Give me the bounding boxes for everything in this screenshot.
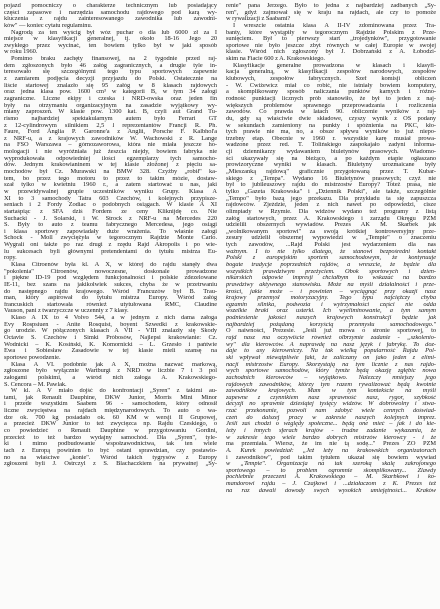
text-line: S. Cencora – M. Pawlak.: [4, 381, 67, 388]
text-line: ski wpływał niewątpliwie fakt, że zaliczany on jako jeden z elimi-: [226, 354, 436, 361]
text-line: podniesienie jakości naszych krajowych konstrukcji będzie jak: [226, 315, 436, 322]
text-line: wszystkich prawdziwym przeżyciem. Obok sportowych i dzien-: [226, 268, 436, 275]
text-line: miany zaproszeń. W klasie pow. 1300 kat. B, czyli aut Grand Tu-: [4, 109, 217, 116]
text-line: udzielili obszernych wywiadów. Prezes AK M. Skarbek jak: [226, 222, 436, 229]
text-line: klasie. Wśród nich zgłoszony był J. Dobrzański z A. Łobodzi-: [226, 49, 436, 56]
text-line: na FSO Warszawa – górnozaworowa, która nie miała jeszcze ho-: [4, 142, 217, 149]
text-line: Faure, Ford Anglia P. Garonne'a z Anglii, Porsche F. Kalbhol'a: [4, 129, 217, 136]
text-line: sportowego – to problem ogromnie skomplikowany... Zlawdy: [226, 467, 436, 474]
text-line: tych zawodów, ...Rajd Polski jest wydarzeniem dla nas: [226, 242, 436, 249]
text-line: dów. Jednym krakowianinem w tej klasie złożonej z pięciu sa-: [4, 162, 217, 169]
text-line: Ewa i Sobiesław Zasadowie w tej klasie mieli szansę na: [4, 348, 217, 355]
text-line: kacja generalną, w klasyfikacji zespołów narodowych, zespołów: [226, 69, 436, 76]
text-line: wy" dla kierowców. A naprawdę na nasz język i fabrykę. To doz-: [226, 341, 436, 348]
text-line: ków" — koniec cytatu regulaminu.: [4, 22, 93, 29]
text-line: "pokolenia" Citroenów, nowoczesne, doskonale prowadzone: [4, 268, 217, 275]
text-line: zagraniczne. Liczne ekipy i czeska i NRD-owska oraz jeden fin: [4, 95, 217, 102]
text-line: zawodów. Co prawda w latach 90. obliczenie wyników z raj-: [226, 109, 436, 116]
text-line: ki i mimo podbudowanie wspołzawodnictwa, tak ten wiele: [4, 441, 217, 448]
text-line: olimpiady w Rzymie. Dla widzów wydano też programy z listą: [226, 208, 436, 215]
text-line: kluczenia z rajdu zainteresowanego zawodnika lub zawodni-: [4, 16, 217, 23]
text-line: zgłoszone było wyłącznie Wartburgi z NRD w liczbie 7 i 3 pol: [4, 368, 217, 375]
text-line: co powiedzieć o Renault Dauphine w przygotowaniu Gordini,: [4, 428, 217, 434]
text-line: skiego z „Tempa". Wydano 16 Biuletynów prasowych; czyż nie: [226, 175, 436, 182]
text-line: startaśpiąc z SFA dziś Fordem ze ceny Kliknijdę co. Nie: [4, 208, 217, 215]
text-line: załóg startowych, przez A. Krakowskiego i zarządu Okręgu PZM: [226, 215, 436, 222]
text-line: Octavie S. Czechów i Simki Próbosów, Najlepsi krakowianie: Cz.: [4, 335, 217, 342]
text-line: dem zgłoszonych było 46 załóg zagranicznych, a drugie tyle in-: [4, 62, 217, 69]
text-line: załogami polskimi, a wśród nich załoga A. Krakowskiego-: [4, 374, 217, 381]
text-column-left: [4, 3, 217, 468]
text-column-right: [226, 3, 436, 494]
text-line: większych problemów sprawnego przeprowadzania i rozliczenia: [226, 102, 436, 109]
text-line: man, który aspirował do tytułu mistrza Europy. Wśród załóg: [4, 295, 217, 302]
text-line: wszelkie braki oraz usterki. Ich wyeliminowanie, a tym samym: [226, 308, 436, 315]
text-line: „wolnikowanym sportowi" za swoją krótkiej kontrowersyjny prze-: [226, 228, 436, 235]
text-line: do następnego rajdu krajowego. Wśród Francuzów był B. Trau-: [4, 288, 217, 295]
text-line: zachodnich kierowców – wyjątkowo. Nalezczy mniejszy jego: [226, 374, 436, 381]
text-line: były na otrzymaniu organizacyjnym na zasadzie wyjątkowy wy-: [4, 102, 217, 109]
text-line: w rywalizacji z Saabami?: [226, 16, 291, 23]
text-line: zgłoszeni byli J. Ostrczyl z S. Blachaczkiem na prywatnej „Sy-: [4, 461, 217, 468]
text-line: części zapasowe i narzędzia samochodu rajdowego pod karą wy-: [4, 9, 217, 16]
text-line: nacji mistrzostw Europy. Skorzystają na tym licznie z nas rajdo-: [226, 361, 436, 368]
text-line: w roku 1960.: [4, 49, 38, 56]
text-line: rzać przekonanie, pozwoli nam zdobyć wiele cennych doświad-: [226, 408, 436, 415]
text-line: Jeśli zaś chodzi o względy społeczne... będą one mieć – jak i do kie-: [226, 421, 436, 428]
text-line: decyzji no sprawnie dziesiątej tysięcy widzów. W dobrowolny i stwa-: [226, 401, 436, 408]
text-line: był to jubileuszowy rajdu do mistrzostw Europy? Toteż prasa, nie: [226, 182, 436, 189]
text-line: Klasa A VI. podobnie jak A X, można nazwać markową,: [11, 361, 217, 368]
text-line: du, gdy są właściwie dwie składowe, czyszy wynik z OS podany: [226, 115, 436, 122]
text-line: z 12-cylindrowym silnikiem 2,5 l reprezentantów Francji R. Ph.: [4, 122, 217, 129]
text-line: leży i innych sferach krajów - trudne zadanie wykazania, że: [226, 428, 436, 434]
text-line: pojazd pomocniczy o charakterze technicznym lub posiadający: [4, 3, 217, 9]
text-line: Vauson, pani z twarzyczcze w uczenniy z 7 klasy.: [4, 308, 129, 315]
text-line: rodność punktacji licznych prób stanowiło, że był to jeden z naj-: [226, 95, 436, 102]
text-line: bogate tradycje poprzednich rajdów, a wreszcie, że będzie dla: [226, 261, 436, 268]
text-line: rajdowców. Zjeździe, jeden z nich nawet po odpowiedzi, cisze: [226, 202, 436, 209]
text-line: Suchacki - J. Solarski, i W. Strock z NRF-u na Mercedes 220: [4, 215, 217, 222]
text-line: O naiwności, Prezesie. „Jeśli już mowa o stronie sportowej, to: [226, 328, 436, 335]
text-line: Evy Rospsiuen - Anite Rosquist, boyent Szwedki z krakowskie-: [4, 321, 217, 328]
text-line: banty, które wystąpiły w tegorocznym Rajdzie Polskim z Prze-: [226, 29, 436, 36]
text-line: z NRF-u, a z krajowych zawodników W. Wachowski z R. Lange: [4, 135, 217, 142]
text-line: trzebny etap. Obecnie w 1960 r. wszystkie karę musiał prowa-: [226, 135, 436, 142]
text-line: mandorowi rajdu – J. Czajkowi i ...działaczom z K. Prezes też: [226, 481, 436, 488]
text-line: czeń do dalszej pracy w zakresie naszych kolejnych imprez.: [226, 414, 436, 421]
text-line: go urodzie. W półączonych klasach A VII - VIII znalazły się Skody: [4, 328, 217, 335]
text-line: prawdziwy aktywnego stanowisku. Może na myśli działalności i prze-: [226, 281, 436, 288]
text-line: i piękne ID-19 pod względem funkcjonalności i polskie zdezelowane: [4, 275, 217, 282]
text-line: nikarskich odpowie impresji chciałbym to wskazać na bardzo: [226, 275, 436, 282]
text-line: wych sportowe samochodów, który tymże będą okazję zgłębic nowa: [226, 368, 436, 375]
text-line: prowizoryczne wyniki w klasach. Biuletyny urozmaicane były: [226, 162, 436, 169]
text-line: mologacji i nie wyróżniała już żeszcia niejdy, bowiem fabryka nie: [4, 149, 217, 156]
text-line: a skomplikowany sposób naliczania punktów karnych i różno-: [226, 89, 436, 96]
text-line: tylko „Gazeta Krakowska" i „Dziennik Polski", ale także, szczególnie: [226, 188, 436, 195]
text-line: sportowe powodzenie.: [4, 354, 61, 361]
text-line: i klasa sportowy zapowiadały duże wrażenia. To właśnie załogi: [4, 228, 217, 235]
text-line: najbardziej pożądaną korzyścią przemysłu samochodowego.": [226, 321, 436, 328]
text-line: liczne zwycięstwa na rajdach międzynarodowych. To auto o wa-: [4, 408, 217, 415]
text-line: no na właściwe „konie". Wśród takich tygrysów z Europy: [4, 454, 217, 461]
text-line: Wodnicki – K. Kosiński, K. Komornicki – L. Grzesło i pańtwie: [4, 341, 217, 348]
text-line: w sekundach zamieniony na punkty i spóźnienia na PKC, kło-: [226, 122, 436, 129]
text-line: i zawodników", pod takim tytułem ukazał się bowiem wywiad: [226, 454, 436, 461]
text-line: Nagrodą za ten wyścig był wóz puchar o dla lub 6000 zł za I: [11, 29, 217, 36]
text-line: krajowy przemysł motoryzacyjny. Tego typu najciężczy chyba: [226, 295, 436, 302]
text-line: Schock - Moll zwyciężyła w tegorocznym Rajdzie Monte Carlo.: [4, 235, 217, 242]
text-line: wadzone przez red. T. Tolińskiego zaspokajało zadyni informa-: [226, 142, 436, 149]
text-line: na raz dawali dowody swych wysokich umiejętności... Kraków: [226, 487, 436, 494]
text-line: I wreszcie ostatnia klasa A II-IV zdominowana przez Tra-: [233, 22, 436, 29]
text-line: zesury udzielił obszernej wypowiedzi w „Tempie" o znaczeniu: [226, 235, 436, 242]
text-line: Klasyfikacje generalne prowadzona w klasach i klasyfi-: [233, 62, 436, 69]
text-line: - W. Ćwiżewicz miał co robić, nie istniały bowiem komputery,: [226, 82, 436, 89]
text-line: Klasa Citroenów była kl. A X, w której do rajdu stanęły dwa: [11, 261, 217, 268]
text-line: klubowych, zespołów fabrycznych. Szef komisji obliczeń: [226, 76, 436, 83]
text-line: sunięciem. Był to pierwszy start „trojedynków", przygotowanie: [226, 36, 436, 43]
text-line: mochodów był Cz. Murawski na BMW 328. Czyżby „robił" ka-: [4, 169, 217, 176]
text-line: Polski z europejskim sportem samochodowym, że kontynuuje: [226, 255, 436, 262]
text-line: rajdowych zawodników, którzy tym razem rywalizować będą kwotnie: [226, 381, 436, 388]
text-line: skim na Fiacie 600 z A. Krakowskiego.: [226, 56, 325, 63]
text-line: renie" pana Jerzego. Było to jedna z najbardziej zadbanych „Sy-: [226, 3, 436, 9]
text-line: oraz jedna klasa pow. 1600 cm³ w kategorii B, w tym 34 załogi: [4, 89, 217, 96]
text-line: szał tylko w kwietniu 1960 r., a zatem startować u nas, jaki: [4, 182, 217, 189]
text-line: XI to 3 samochody Tatra 603 Czechów, i kolejnych przypisze-: [4, 195, 217, 202]
text-line: seniach i 2 Fordy Zodiac o podobnych osiągach. W klasie A XI: [4, 202, 217, 209]
text-line: W kl. A V miało dojść do konfrontacji „Syren" z takimi au-: [11, 388, 217, 395]
text-line: ważnym. I to nie tylko dlatego, że stanowi bezpośredni kontakt: [226, 248, 436, 255]
text-line: „Tempo" było bazą jego przekazu. Dla przykładu ta się zapuszcza: [226, 195, 436, 202]
text-line: tach z Europą powinien to być ostani sprawdzian, czy postawio-: [4, 447, 217, 454]
text-line: zapewne z czynnikiem nasz sprawność nasz, rygor, szybkość: [226, 394, 436, 401]
text-line: w przewidywalnej grupie uczestników wyniku Grupy. Klasa A: [4, 188, 217, 195]
text-line: tem, bo przez tego motoru to przez to takim mózie, dostaw-: [4, 175, 217, 182]
text-line: dze ok. 700 kg posiadało ok. 60 KM w wersji II Grupowej,: [4, 414, 217, 421]
text-line: liście startowej znalazło się 95 załóg w 8 klasach rajdowych: [4, 82, 217, 89]
text-line: Pomimo braku zachęty finansowej, na 2 tygodnie przed raj-: [11, 56, 217, 63]
text-line: rismo najbardziej spektakularnym autem było Ferrari GT: [4, 115, 217, 122]
text-line: w zakresie tego wiele bardzo dobrych mistrzów kierowcy - i że: [226, 434, 436, 441]
text-line: tami, jak Renault Dauphine, DKW Junior, Morris Mini Minor: [4, 394, 217, 401]
text-line: sportowe nie było jeszcze zbyt równych w całej Europie w swojej: [226, 42, 436, 49]
text-line: w „Tempie". Organizacja na tak szeroką skalę zakrojonego: [226, 461, 436, 468]
text-line: IE-11, bez szans na jakikolwiek sukces, chyba że w przetrwaniu: [4, 281, 217, 288]
text-line: z zamiarem podjęcia decyzji przyjazdu do Polski. Ostatecznie na: [4, 76, 217, 83]
text-line: daje to asy kierowniczy. Na tak wielką popularność Rajdu Pol-: [226, 348, 436, 355]
text-line: ren", gdyż zajmował się w kraju na rajdach, ale czy to pomoże: [226, 9, 436, 16]
text-line: ma przemiała. Wiersz, że im nie tą sodę..." Prezes ZO PZM: [226, 441, 436, 448]
text-line: zawodników krajowych. Mam w tym kontekście na myśli: [226, 388, 436, 395]
text-line: i przede wszystkim Saabem 96 - samochodem, który odnosił: [4, 401, 217, 408]
text-line: „Mieszanką rajdową" graficznie przygotowaną przez T. Kubar-: [226, 169, 436, 176]
text-line: przecież to też bardzo wydajny samochód. Dla „Syren", tyle-: [4, 434, 217, 441]
text-line: rajd nasz ma oczywiście również olbrzymie zadanie - „szkolenio-: [226, 335, 436, 342]
text-line: pochlebnie przeczeni A. Krakowskiego – M. Skarbkowi i ko-: [226, 474, 436, 481]
text-line: teresowało się szczególnymi tego typu sportowych zapewnie: [4, 69, 217, 76]
text-line: tych prawie nie ma, no, a obsze spływu wyników to już niepo-: [226, 129, 436, 136]
text-line: egzamin silnika, podwozia i wytrzymałości części nie odda: [226, 301, 436, 308]
text-line: wyprodukowała odpowiedniej ilości egzemplarzy tych samocho-: [4, 155, 217, 162]
text-line: ści ukazywały się na bieżąco, a po każdym etapie ogłaszano: [226, 155, 436, 162]
text-line: cji dziennikarzy wydawaniem biuletynów prasowych. Wiadomo-: [226, 149, 436, 156]
text-line: Wygrali oni także po raz drugi z rzędu Rajd Akropolis i po wie-: [4, 242, 217, 249]
text-line: A. Kurek powiedział: „Jeż leży na krakowskich organizatorach: [226, 447, 436, 454]
text-line: krości, jakie może – i powinien – wyciągnąć przy okazji nasz: [226, 288, 436, 295]
text-line: S. Były to auto z teamu fabrycznego Mercedesa, jego osiągi: [4, 222, 217, 229]
text-line: a przecież DKW Junior to też zwycięzca np. Rajdu Czeskiego, o: [4, 421, 217, 428]
text-line: zwykłego przez wycinać, ten bowiem tylko był w jaki sposób: [4, 42, 217, 49]
text-line: francuskich startowała również utytułowana RMC, Claudine: [4, 301, 217, 308]
text-line: lu sukcesach byli głównymi pretendentami do tytułu mistrza Eu-: [4, 248, 217, 255]
text-line: Klaso A IX to 4 Volvo 544, a w jednym z nich dama załoga: [11, 315, 217, 322]
text-line: ropy.: [4, 255, 17, 262]
text-line: miejsce w klasyfikacji generalnej, tj. około 18-16 Jego 20: [4, 36, 217, 43]
